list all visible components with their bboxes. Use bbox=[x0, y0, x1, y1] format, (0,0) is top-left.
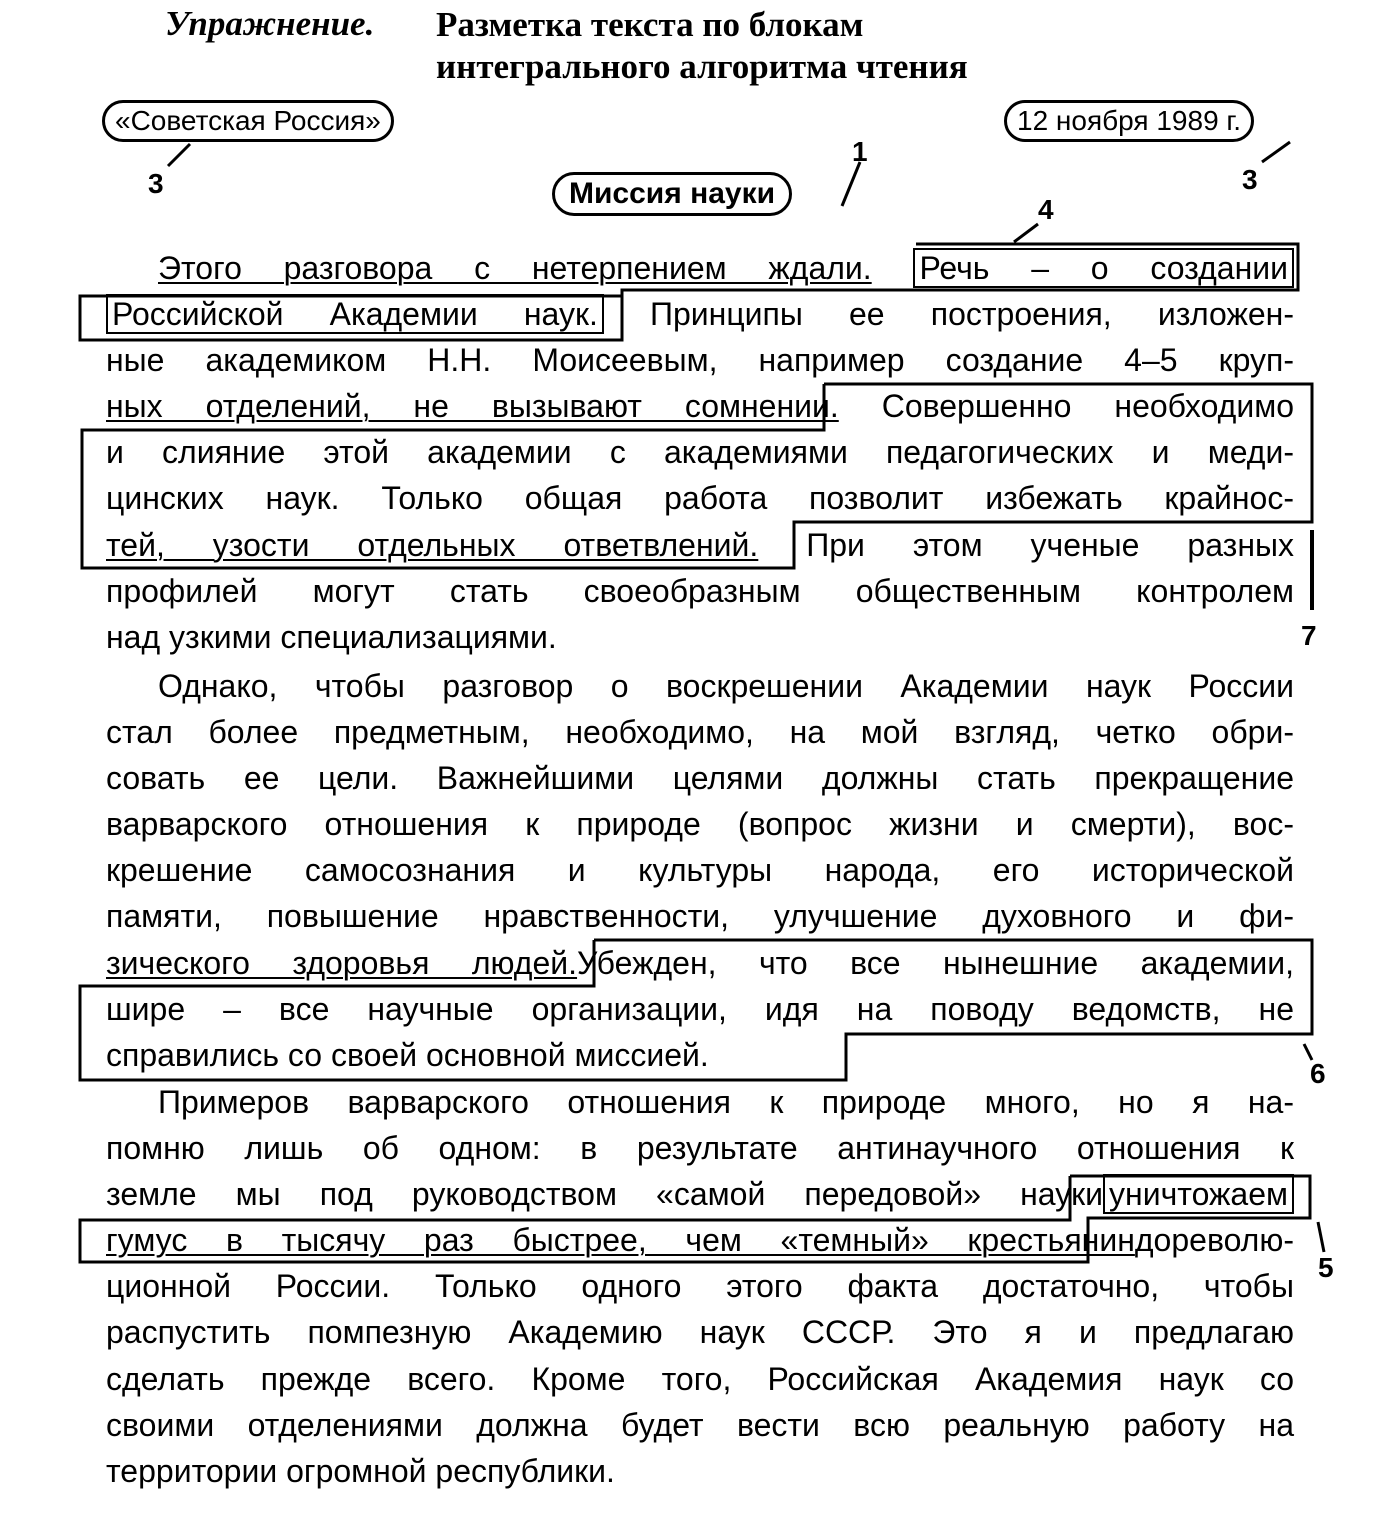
leader-line-3-right bbox=[1262, 142, 1290, 162]
text-line: Однако, чтобы разговор о воскрешении Академии наук России bbox=[158, 668, 1294, 704]
text-line: ционной России. Только одного этого факта достаточно, чтобы bbox=[106, 1268, 1294, 1305]
block-number-7: 7 bbox=[1301, 620, 1317, 651]
text-line: Этого разговора с нетерпением ждали. Речь – о создании bbox=[106, 245, 1294, 291]
text-line: гумус в тысячу раз быстрее, чем «темный» крестьяниндореволю- bbox=[106, 1222, 1294, 1259]
text-line: шире – все научные организации, идя на поводу ведомств, не bbox=[106, 990, 1294, 1027]
newspaper-source: «Советская Россия» bbox=[102, 100, 394, 142]
publication-date: 12 ноября 1989 г. bbox=[1004, 100, 1254, 142]
paragraph-1 bbox=[106, 245, 1294, 660]
text-line: стал более предметным, необходимо, на мой взгляд, четко обри- bbox=[106, 714, 1294, 751]
text-line: ные академиком Н.Н. Моисеевым, например создание 4–5 круп- bbox=[106, 342, 1294, 379]
text-line: над узкими специализациями. bbox=[106, 618, 557, 655]
article-title: Миссия науки bbox=[552, 172, 792, 216]
block-number-1: 1 bbox=[852, 136, 868, 167]
text-line: сделать прежде всего. Кроме того, Российская Академия наук со bbox=[106, 1360, 1294, 1397]
text-line: варварского отношения к природе (вопрос жизни и смерти), вос- bbox=[106, 806, 1294, 843]
leader-line-1 bbox=[842, 162, 860, 206]
block-number-5: 5 bbox=[1318, 1252, 1334, 1283]
text-line: ных отделений, не вызывают сомнении. Совершенно необходимо bbox=[106, 388, 1294, 425]
block-number-3-right: 3 bbox=[1242, 164, 1258, 195]
leader-line-3-left bbox=[168, 144, 190, 166]
exercise-label: Упражнение. bbox=[165, 4, 375, 43]
text-line: Примеров варварского отношения к природе много, но я на- bbox=[158, 1084, 1294, 1120]
text-line: помню лишь об одном: в результате антинаучного отношения к bbox=[106, 1130, 1294, 1167]
text-line: своими отделениями должна будет вести всю реальную работу на bbox=[106, 1406, 1294, 1443]
text-line: цинских наук. Только общая работа позволит избежать крайнос- bbox=[106, 480, 1294, 517]
paragraph-3 bbox=[106, 1079, 1294, 1494]
text-line: территории огромной республики. bbox=[106, 1452, 615, 1489]
text-line: и слияние этой академии с академиями педагогических и меди- bbox=[106, 434, 1294, 471]
block-number-4: 4 bbox=[1038, 194, 1054, 225]
text-line: крешение самосознания и культуры народа, его исторической bbox=[106, 852, 1294, 889]
paragraph-2 bbox=[106, 663, 1294, 1078]
text-line: зического здоровья людей.Убежден, что все нынешние академии, bbox=[106, 944, 1295, 981]
exercise-title-line-1: Разметка текста по блокам bbox=[436, 5, 864, 44]
text-line: тей, узости отдельных ответвлений. При этом ученые разных bbox=[106, 526, 1295, 563]
text-line: справились со своей основной миссией. bbox=[106, 1036, 709, 1073]
leader-line-5 bbox=[1318, 1222, 1324, 1252]
block-number-3-left: 3 bbox=[148, 168, 164, 199]
leader-line-4 bbox=[1014, 224, 1038, 242]
text-line: Российской Академии наук. Принципы ее построения, изложен- bbox=[106, 291, 1294, 337]
text-line: земле мы под руководством «самой передовой» науки уничтожаем bbox=[106, 1171, 1294, 1217]
block-number-6: 6 bbox=[1310, 1058, 1326, 1089]
text-line: памяти, повышение нравственности, улучшение духовного и фи- bbox=[106, 898, 1294, 935]
exercise-title-line-2: интегрального алгоритма чтения bbox=[436, 47, 968, 86]
text-line: распустить помпезную Академию наук СССР. Это я и предлагаю bbox=[106, 1314, 1294, 1351]
text-line: совать ее цели. Важнейшими целями должны стать прекращение bbox=[106, 760, 1294, 797]
text-line: профилей могут стать своеобразным общественным контролем bbox=[106, 572, 1294, 609]
exercise-title bbox=[436, 4, 968, 88]
